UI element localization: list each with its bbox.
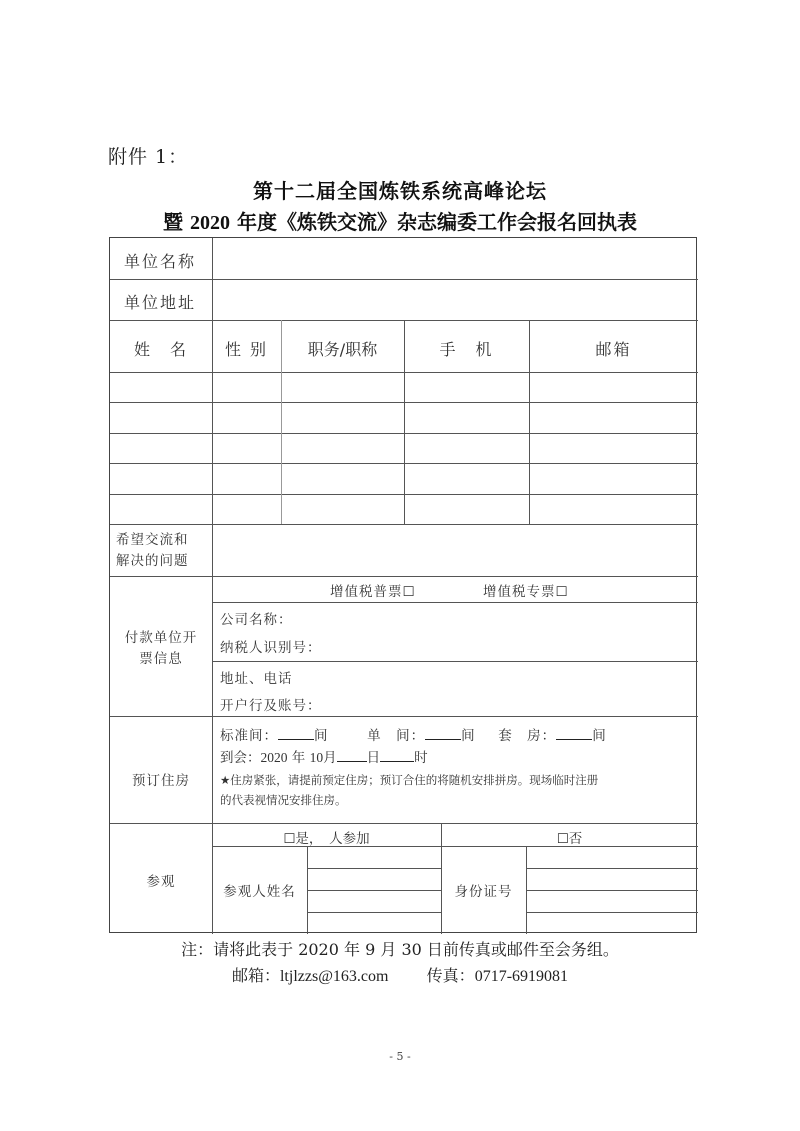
attendee-cell[interactable] xyxy=(114,378,208,398)
column-header-title: 职务/职称 xyxy=(307,340,378,359)
address-phone-field[interactable]: 地址、电话 xyxy=(220,671,293,687)
row-divider xyxy=(110,279,698,280)
id-number-input[interactable] xyxy=(530,849,694,865)
checkbox-icon[interactable]: ☐ xyxy=(402,584,416,600)
arrival-day-input[interactable] xyxy=(337,747,367,762)
suite-input[interactable] xyxy=(556,725,592,740)
form-title-line2 xyxy=(0,206,800,235)
page-number: - 5 - xyxy=(389,1050,411,1063)
questions-field[interactable] xyxy=(220,533,690,571)
id-number-input[interactable] xyxy=(530,893,694,909)
id-number-input[interactable] xyxy=(530,871,694,887)
fax-label: 传真： xyxy=(426,966,475,985)
lodging-label: 预订住房 xyxy=(132,773,190,789)
column-header-gender: 性 别 xyxy=(224,340,269,359)
title-year: 2020 xyxy=(190,212,230,234)
standard-room-input[interactable] xyxy=(278,725,314,740)
questions-label-line2: 解决的问题 xyxy=(116,553,189,569)
unit-name-field[interactable] xyxy=(220,249,690,269)
row-divider xyxy=(110,716,698,717)
year-unit: 年 xyxy=(291,750,306,766)
footer-note: 注：请将此表于 2020 年 9 月 30 日前传真或邮件至会务组。 xyxy=(181,940,619,959)
visit-yes-option[interactable]: ☐是， 人参加 xyxy=(283,831,370,847)
attendee-cell[interactable] xyxy=(216,378,277,398)
attendee-cell[interactable] xyxy=(285,408,400,428)
row-divider xyxy=(212,602,698,603)
single-room-label: 单 间： xyxy=(367,728,426,744)
attendee-cell[interactable] xyxy=(216,408,277,428)
attendee-cell[interactable] xyxy=(285,378,400,398)
column-divider xyxy=(526,846,527,934)
invoice-general-label: 增值税普票 xyxy=(330,584,403,600)
invoice-special-option[interactable] xyxy=(483,580,569,600)
visitor-name-input[interactable] xyxy=(311,871,437,887)
row-divider xyxy=(110,576,698,577)
lodging-notice xyxy=(220,770,598,810)
attendee-cell[interactable] xyxy=(533,500,694,520)
attendee-cell[interactable] xyxy=(408,408,525,428)
visitor-name-input[interactable] xyxy=(311,915,437,931)
arrival-month: 10 xyxy=(309,750,324,765)
visitor-name-input[interactable] xyxy=(311,893,437,909)
questions-label xyxy=(116,530,189,572)
attendee-cell[interactable] xyxy=(114,439,208,459)
row-divider xyxy=(307,890,441,891)
attendee-cell[interactable] xyxy=(114,469,208,489)
lodging-notice-line2: 的代表视情况安排住房。 xyxy=(220,793,347,807)
standard-room-label: 标准间： xyxy=(220,728,278,744)
email-label: 邮箱： xyxy=(231,966,280,985)
attendee-cell[interactable] xyxy=(114,408,208,428)
title-prefix: 暨 xyxy=(163,210,184,234)
arrival-hour-input[interactable] xyxy=(380,747,414,762)
attendee-cell[interactable] xyxy=(533,408,694,428)
visit-no-option[interactable]: ☐否 xyxy=(556,831,583,847)
attendee-cell[interactable] xyxy=(285,469,400,489)
month-unit: 月 xyxy=(323,750,337,766)
lodging-notice-line1: ★住房紧张，请提前预定住房；预订合住的将随机安排拼房。现场临时注册 xyxy=(220,773,599,787)
arrival-year: 2020 xyxy=(260,750,288,765)
attendee-cell[interactable] xyxy=(408,378,525,398)
bank-account-field[interactable]: 开户行及账号： xyxy=(220,698,322,714)
room-booking-line xyxy=(220,724,607,744)
hour-unit: 时 xyxy=(414,750,428,766)
single-room-input[interactable] xyxy=(425,725,461,740)
title-suffix: 年度《炼铁交流》杂志编委工作会报名回执表 xyxy=(236,210,637,234)
row-divider xyxy=(110,524,698,525)
registration-form-table xyxy=(109,237,697,933)
invoice-label-line1: 付款单位开 xyxy=(124,630,198,646)
column-header-name: 姓 名 xyxy=(133,340,188,359)
row-divider xyxy=(526,890,698,891)
column-divider xyxy=(307,846,308,934)
unit-address-field[interactable] xyxy=(220,290,690,310)
room-unit: 间 xyxy=(461,728,476,744)
arrival-line xyxy=(220,746,428,766)
column-header-email: 邮箱 xyxy=(595,340,632,359)
attendee-cell[interactable] xyxy=(533,469,694,489)
invoice-general-option[interactable] xyxy=(330,580,416,600)
column-header-phone: 手 机 xyxy=(439,340,494,359)
room-unit: 间 xyxy=(314,728,329,744)
attendee-cell[interactable] xyxy=(408,500,525,520)
visitor-name-label: 参观人姓名 xyxy=(223,884,296,900)
day-unit: 日 xyxy=(366,750,381,766)
company-name-field[interactable]: 公司名称： xyxy=(220,612,293,628)
unit-name-label: 单位名称 xyxy=(124,252,197,271)
attendee-cell[interactable] xyxy=(285,439,400,459)
questions-label-line1: 希望交流和 xyxy=(116,532,189,548)
row-divider xyxy=(526,912,698,913)
attendee-cell[interactable] xyxy=(216,439,277,459)
unit-address-label: 单位地址 xyxy=(124,293,197,312)
invoice-label xyxy=(110,628,212,670)
form-title-line1: 第十二届全国炼铁系统高峰论坛 xyxy=(253,179,547,203)
attachment-label: 附件 1： xyxy=(108,146,189,168)
row-divider xyxy=(307,868,441,869)
attendee-cell[interactable] xyxy=(408,469,525,489)
attendee-cell[interactable] xyxy=(533,378,694,398)
attendee-cell[interactable] xyxy=(216,500,277,520)
attendee-cell[interactable] xyxy=(114,500,208,520)
row-divider xyxy=(212,661,698,662)
attendee-cell[interactable] xyxy=(285,500,400,520)
id-number-input[interactable] xyxy=(530,915,694,931)
arrival-label: 到会： xyxy=(220,750,261,766)
room-unit: 间 xyxy=(592,728,607,744)
invoice-label-line2: 票信息 xyxy=(139,651,183,667)
checkbox-icon[interactable]: ☐ xyxy=(555,584,569,600)
visit-label: 参观 xyxy=(146,874,176,890)
attendee-cell[interactable] xyxy=(408,439,525,459)
row-divider xyxy=(110,823,698,824)
row-divider xyxy=(307,912,441,913)
visitor-name-input[interactable] xyxy=(311,849,437,865)
suite-label: 套 房： xyxy=(498,728,557,744)
id-number-label: 身份证号 xyxy=(454,884,513,900)
footer-contact xyxy=(0,963,800,986)
taxpayer-id-field[interactable]: 纳税人识别号： xyxy=(220,640,322,656)
contact-email[interactable]: ltjlzzs@163.com xyxy=(279,968,389,985)
invoice-special-label: 增值税专票 xyxy=(483,584,556,600)
attendee-cell[interactable] xyxy=(533,439,694,459)
contact-fax: 0717-6919081 xyxy=(474,968,569,985)
row-divider xyxy=(526,868,698,869)
attendee-cell[interactable] xyxy=(216,469,277,489)
